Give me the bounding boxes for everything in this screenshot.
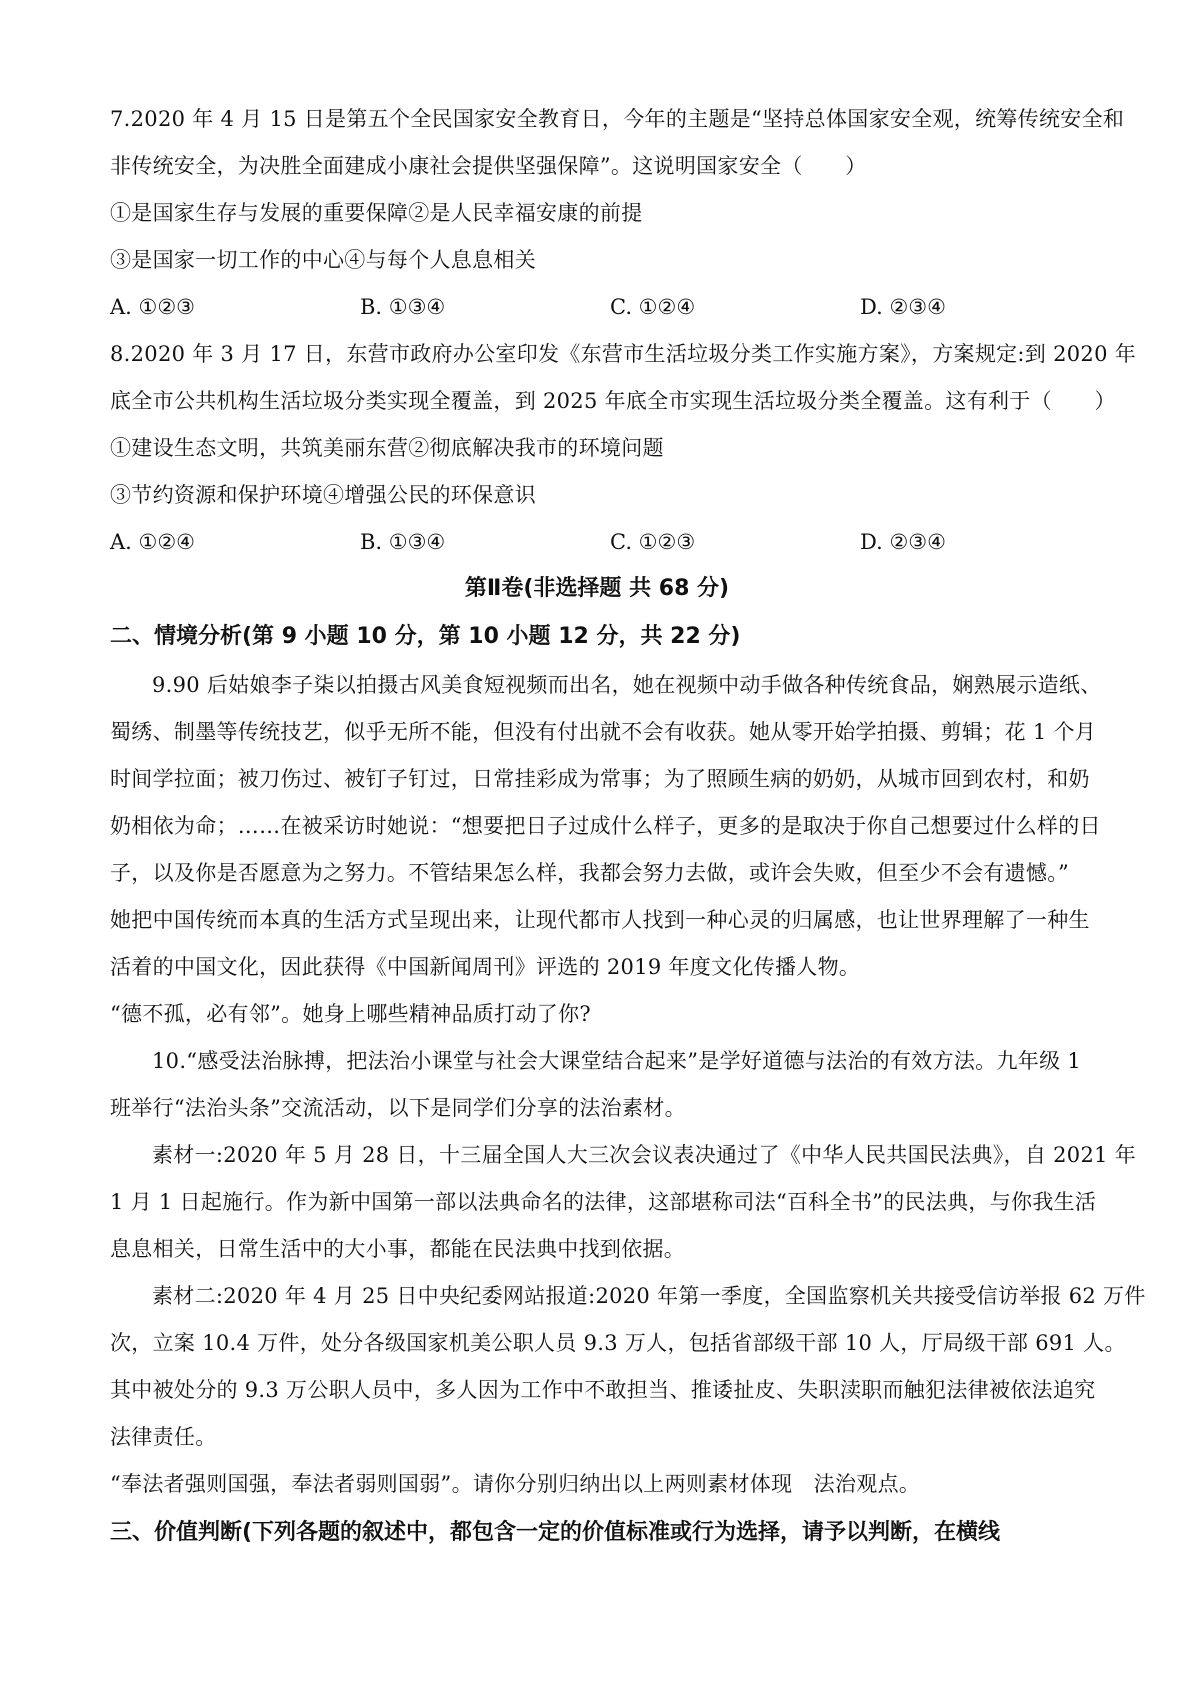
q8-options [110, 519, 1114, 566]
q8-item-line-1: ①建设生态文明，共筑美丽东营②彻底解决我市的环境问题 [110, 436, 664, 460]
q7-option-d: D. ②③④ [860, 295, 946, 319]
q7-option-b: B. ①③④ [360, 295, 446, 319]
q10-material-2-line-2: 次，立案 10.4 万件，处分各级国家机美公职人员 9.3 万人，包括省部级干部 10 人，厅局级干部 691 人。 [110, 1331, 1126, 1355]
q10-material-1-line-3: 息息相关，日常生活中的大小事，都能在民法典中找到依据。 [110, 1237, 686, 1261]
q10-intro-line-2: 班举行“法治头条”交流活动，以下是同学们分享的法治素材。 [110, 1096, 686, 1120]
q10-question: “奉法者强则国强，奉法者弱则国弱”。请你分别归纳出以上两则素材体现 法治观点。 [110, 1472, 921, 1496]
q7-option-c: C. ①②④ [610, 295, 696, 319]
q7-stem-line-1: 7.2020 年 4 月 15 日是第五个全民国家安全教育日，今年的主题是“坚持总体国家安全观，统筹传统安全和 [110, 107, 1125, 131]
section-2-title: 二、情境分析(第 9 小题 10 分，第 10 小题 12 分，共 22 分) [110, 624, 741, 649]
q9-question: “德不孤，必有邻”。她身上哪些精神品质打动了你? [110, 1002, 591, 1026]
q10-material-2-line-3: 其中被处分的 9.3 万公职人员中，多人因为工作中不敢担当、推诿扯皮、失职渎职而触犯法律被依法追究 [110, 1378, 1096, 1402]
section-3-title: 三、价值判断(下列各题的叙述中，都包含一定的价值标准或行为选择，请予以判断，在横线 [110, 1520, 1001, 1545]
q10-material-2-line-1: 素材二:2020 年 4 月 25 日中央纪委网站报道:2020 年第一季度，全国监察机关共接受信访举报 62 万件 [152, 1284, 1146, 1308]
question-9 [110, 662, 1114, 1038]
q10-material-1-line-2: 1 月 1 日起施行。作为新中国第一部以法典命名的法律，这部堪称司法“百科全书”的民法典，与你我生活 [110, 1190, 1097, 1214]
q8-option-c: C. ①②③ [610, 530, 696, 554]
q10-material-1-line-1: 素材一:2020 年 5 月 28 日，十三届全国人大三次会议表决通过了《中华人民共国民法典》，自 2021 年 [152, 1143, 1137, 1167]
q8-option-a: A. ①②④ [110, 530, 195, 554]
question-8 [110, 331, 1137, 566]
q8-stem-line-1: 8.2020 年 3 月 17 日，东营市政府办公室印发《东营市生活垃圾分类工作实施方案》，方案规定:到 2020 年 [110, 342, 1137, 366]
q7-option-a: A. ①②③ [110, 295, 195, 319]
q7-stem-line-2: 非传统安全，为决胜全面建成小康社会提供坚强保障”。这说明国家安全（ ） [110, 154, 867, 178]
q9-line-4: 奶相依为命；……在被采访时她说：“想要把日子过成什么样子，更多的是取决于你自己想要过什么样的日 [110, 814, 1101, 838]
q8-stem-line-2: 底全市公共机构生活垃圾分类实现全覆盖，到 2025 年底全市实现生活垃圾分类全覆盖。这有利于（ ） [110, 389, 1116, 413]
q9-line-5: 子，以及你是否愿意为之努力。不管结果怎么样，我都会努力去做，或许会失败，但至少不会有遗憾。” [110, 861, 1070, 885]
q8-item-line-2: ③节约资源和保护环境④增强公民的环保意识 [110, 483, 536, 507]
q9-line-2: 蜀绣、制墨等传统技艺，似乎无所不能，但没有付出就不会有收获。她从零开始学拍摄、剪辑；花 1 个月 [110, 720, 1097, 744]
question-7 [110, 96, 1125, 331]
q9-line-6: 她把中国传统而本真的生活方式呈现出来，让现代都市人找到一种心灵的归属感，也让世界理解了一种生 [110, 908, 1090, 932]
q7-item-line-1: ①是国家生存与发展的重要保障②是人民幸福安康的前提 [110, 201, 643, 225]
q10-material-2-line-4: 法律责任。 [110, 1425, 217, 1449]
q9-line-7: 活着的中国文化，因此获得《中国新闻周刊》评选的 2019 年度文化传播人物。 [110, 955, 861, 979]
q7-item-line-2: ③是国家一切工作的中心④与每个人息息相关 [110, 248, 536, 272]
q9-line-3: 时间学拉面；被刀伤过、被钉子钉过，日常挂彩成为常事；为了照顾生病的奶奶，从城市回到农村，和奶 [110, 767, 1090, 791]
part-2-title: 第Ⅱ卷(非选择题 共 68 分) [464, 576, 730, 601]
q9-line-1: 9.90 后姑娘李子柒以拍摄古风美食短视频而出名，她在视频中动手做各种传统食品，娴熟展示造纸、 [152, 673, 1102, 697]
q8-option-d: D. ②③④ [860, 530, 946, 554]
q7-options [110, 284, 1114, 331]
q10-intro-line-1: 10.“感受法治脉搏，把法治小课堂与社会大课堂结合起来”是学好道德与法治的有效方法。九年级 1 [152, 1049, 1082, 1073]
question-10 [110, 1038, 1146, 1508]
q8-option-b: B. ①③④ [360, 530, 446, 554]
